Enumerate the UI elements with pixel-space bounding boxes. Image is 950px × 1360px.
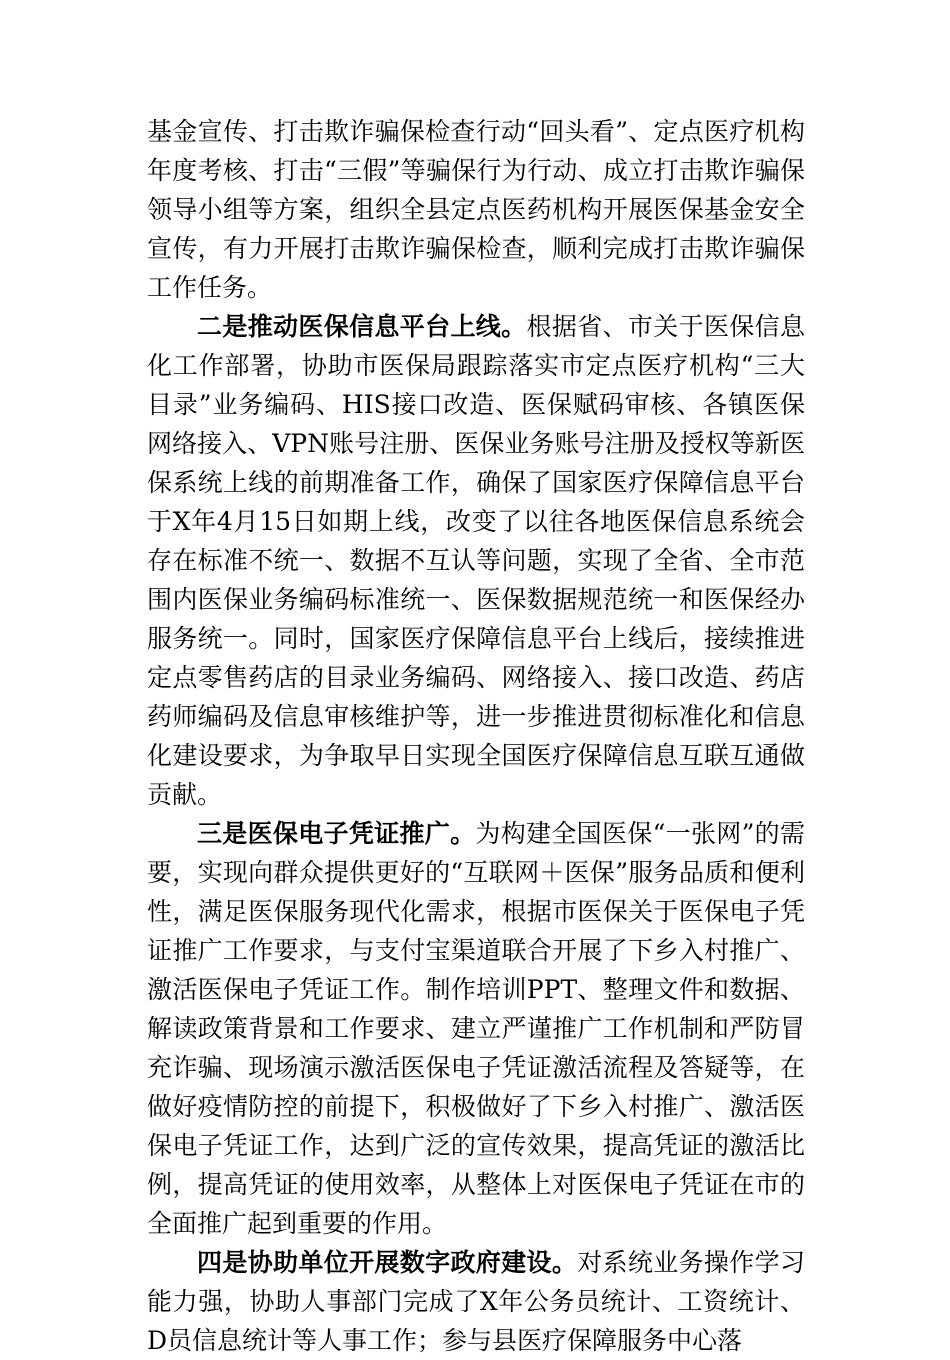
paragraph-lead: 二是推动医保信息平台上线。 xyxy=(197,312,527,341)
paragraph-lead: 三是医保电子凭证推广。 xyxy=(197,819,476,848)
paragraph-e-voucher xyxy=(147,814,805,1243)
paragraph-continuation xyxy=(147,112,805,307)
paragraph-lead: 四是协助单位开展数字政府建设。 xyxy=(197,1248,578,1277)
paragraph-body: 根据省、市关于医保信息化工作部署，协助市医保局跟踪落实市定点医疗机构“三大目录”业务编码、HIS接口改造、医保赋码审核、各镇医保网络接入、VPN账号注册、医保业务账号注册及授权等新医保系统上线的前期准备工作，确保了国家医疗保障信息平台于X年4月15日如期上线，改变了以往各地医保信息系统会存在标准不统一、数据不互认等问题，实现了全省、全市范围内医保业务编码标准统一、医保数据规范统一和医保经办服务统一。同时，国家医疗保障信息平台上线后，接续推进定点零售药店的目录业务编码、网络接入、接口改造、药店药师编码及信息审核维护等，进一步推进贯彻标准化和信息化建设要求，为争取早日实现全国医疗保障信息互联互通做贡献。 xyxy=(147,312,805,809)
document-page xyxy=(147,112,805,1360)
paragraph-digital-government xyxy=(147,1243,805,1360)
paragraph-body: 为构建全国医保“一张网”的需要，实现向群众提供更好的“互联网＋医保”服务品质和便利性，满足医保服务现代化需求，根据市医保关于医保电子凭证推广工作要求，与支付宝渠道联合开展了下乡入村推广、激活医保电子凭证工作。制作培训PPT、整理文件和数据、解读政策背景和工作要求、建立严谨推广工作机制和严防冒充诈骗、现场演示激活医保电子凭证激活流程及答疑等，在做好疫情防控的前提下，积极做好了下乡入村推广、激活医保电子凭证工作，达到广泛的宣传效果，提高凭证的激活比例，提高凭证的使用效率，从整体上对医保电子凭证在市的全面推广起到重要的作用。 xyxy=(147,819,805,1238)
paragraph-body: 对系统业务操作学习能力强，协助人事部门完成了X年公务员统计、工资统计、D员信息统计等人事工作；参与县医疗保障服务中心落 xyxy=(147,1248,805,1355)
paragraph-body: 基金宣传、打击欺诈骗保检查行动“回头看”、定点医疗机构年度考核、打击“三假”等骗保行为行动、成立打击欺诈骗保领导小组等方案，组织全县定点医药机构开展医保基金安全宣传，有力开展打击欺诈骗保检查，顺利完成打击欺诈骗保工作任务。 xyxy=(147,117,805,302)
paragraph-medical-info-platform xyxy=(147,307,805,814)
